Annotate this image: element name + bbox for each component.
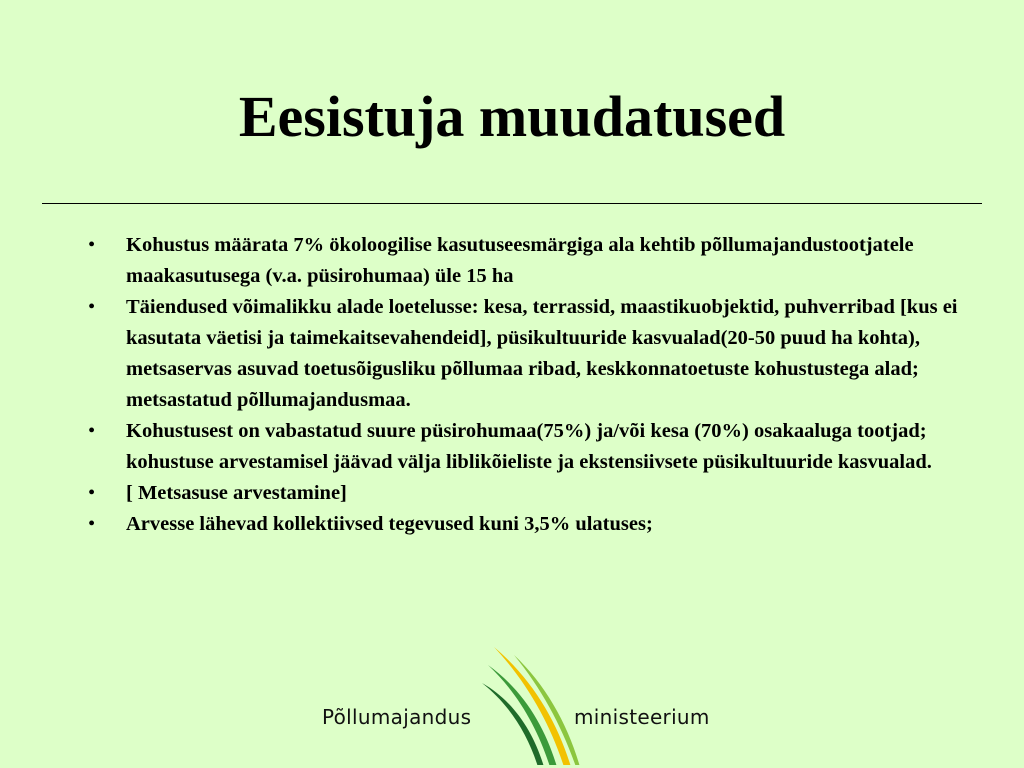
- logo-text-left: Põllumajandus: [322, 705, 472, 729]
- title-divider: [42, 203, 982, 204]
- bullet-symbol: •: [88, 482, 96, 504]
- bullet-text: [ Metsasuse arvestamine]: [126, 482, 347, 504]
- wheat-blades-icon: [480, 645, 580, 765]
- bullet-text: Täiendused võimalikku alade loetelusse: kesa, terrassid, maastikuobjektid, puhverribad [kus ei kasutata väetisi ja taimekaitsevahendeid], püsikultuuride kasvualad(20-50 puud ha kohta), metsaservas asuvad toetusõigusliku põllumaa ribad, keskkonnatoetuste kohustustega alad; metsastatud põllumajandusmaa.: [126, 296, 958, 411]
- bullet-text: Kohustusest on vabastatud suure püsirohumaa(75%) ja/või kesa (70%) osakaaluga tootjad; kohustuse arvestamisel jäävad välja liblikõieliste ja ekstensiivsete püsikultuuride kasvualad.: [126, 420, 932, 473]
- slide-title: Eesistuja muudatused: [238, 84, 786, 149]
- logo-text-right: ministeerium: [574, 705, 710, 729]
- bullet-item: [88, 292, 968, 416]
- bullet-item: [88, 478, 968, 509]
- ministry-logo: [320, 645, 730, 765]
- bullet-item: [88, 416, 968, 478]
- bullet-list: [88, 230, 968, 540]
- bullet-symbol: •: [88, 296, 96, 318]
- bullet-symbol: •: [88, 420, 96, 442]
- bullet-item: [88, 230, 968, 292]
- bullet-symbol: •: [88, 234, 96, 256]
- bullet-symbol: •: [88, 513, 96, 535]
- bullet-text: Kohustus määrata 7% ökoloogilise kasutuseesmärgiga ala kehtib põllumajandustootjatele maakasutusega (v.a. püsirohumaa) üle 15 ha: [126, 234, 914, 287]
- bullet-text: Arvesse lähevad kollektiivsed tegevused kuni 3,5% ulatuses;: [126, 513, 653, 535]
- bullet-item: [88, 509, 968, 540]
